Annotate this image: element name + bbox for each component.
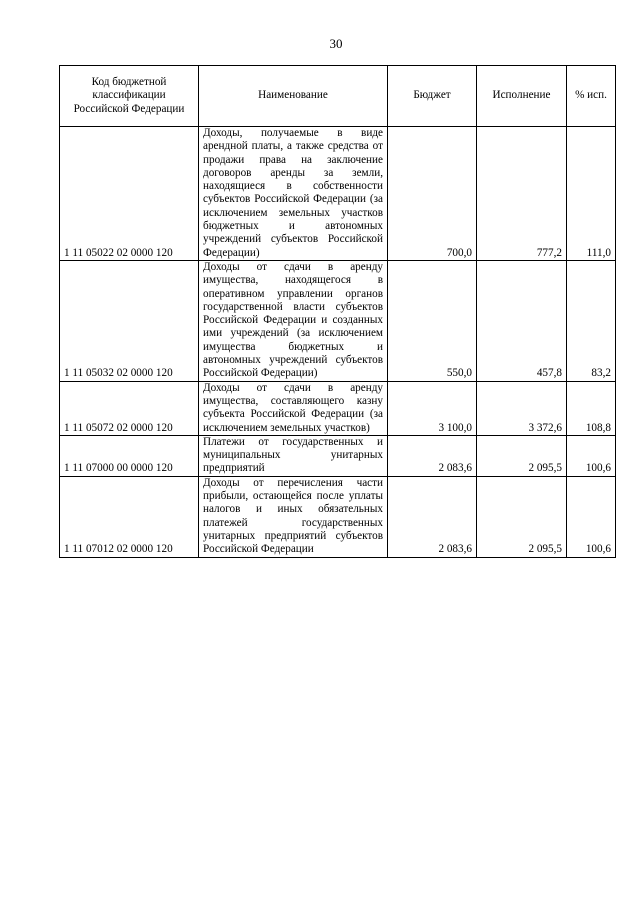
row-execution: 777,2 <box>477 127 567 261</box>
row-name: Платежи от государственных и муниципальных унитарных предприятий <box>199 435 388 476</box>
row-code: 1 11 07000 00 0000 120 <box>60 435 199 476</box>
row-percent: 108,8 <box>567 381 616 435</box>
row-execution: 2 095,5 <box>477 476 567 557</box>
page-number: 30 <box>329 36 343 51</box>
row-name: Доходы от сдачи в аренду имущества, составляющего казну субъекта Российской Федерации (за исключением земельных участков) <box>199 381 388 435</box>
row-execution: 457,8 <box>477 260 567 381</box>
header-budget: Бюджет <box>388 66 477 127</box>
row-percent: 83,2 <box>567 260 616 381</box>
row-name: Доходы от перечисления части прибыли, остающейся после уплаты налогов и иных обязательных платежей государственных унитарных предприятий субъектов Российской Федерации <box>199 476 388 557</box>
table-row <box>60 476 616 557</box>
row-name: Доходы, получаемые в виде арендной платы, а также средства от продажи права на заключение договоров аренды за земли, находящиеся в собственности субъектов Российской Федерации (за исключением земельных участков бюджетных и автономных учреждений субъектов Российской Федерации) <box>199 127 388 261</box>
row-percent: 100,6 <box>567 476 616 557</box>
row-budget: 2 083,6 <box>388 435 477 476</box>
row-code: 1 11 07012 02 0000 120 <box>60 476 199 557</box>
row-percent: 100,6 <box>567 435 616 476</box>
table-row <box>60 127 616 261</box>
row-execution: 2 095,5 <box>477 435 567 476</box>
row-code: 1 11 05032 02 0000 120 <box>60 260 199 381</box>
row-code: 1 11 05072 02 0000 120 <box>60 381 199 435</box>
row-budget: 3 100,0 <box>388 381 477 435</box>
header-name: Наименование <box>199 66 388 127</box>
header-percent: % исп. <box>567 66 616 127</box>
row-name: Доходы от сдачи в аренду имущества, находящегося в оперативном управлении органов государственной власти субъектов Российской Федерации и созданных ими учреждений (за исключением имущества бюджетных и автономных учреждений субъектов Российской Федерации) <box>199 260 388 381</box>
budget-table <box>59 65 616 558</box>
row-code: 1 11 05022 02 0000 120 <box>60 127 199 261</box>
header-code: Код бюджетной классификации Российской Федерации <box>60 66 199 127</box>
row-budget: 2 083,6 <box>388 476 477 557</box>
header-execution: Исполнение <box>477 66 567 127</box>
table-row <box>60 260 616 381</box>
row-budget: 550,0 <box>388 260 477 381</box>
row-percent: 111,0 <box>567 127 616 261</box>
table-row <box>60 435 616 476</box>
row-execution: 3 372,6 <box>477 381 567 435</box>
row-budget: 700,0 <box>388 127 477 261</box>
table-row <box>60 381 616 435</box>
table-header-row <box>60 66 616 127</box>
